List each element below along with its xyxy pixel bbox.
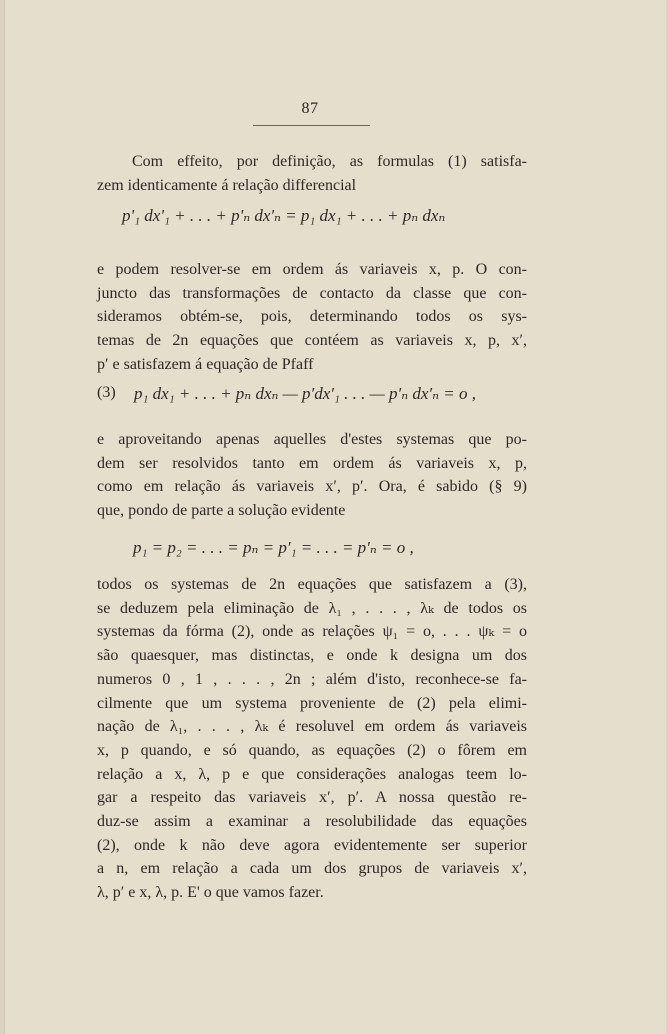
text-line: sideramos obtém-se, pois, determinando todos os sys- [97, 308, 527, 326]
paragraph-3 [97, 428, 527, 523]
text-line: numeros 0 , 1 , . . . , 2n ; além d'isto, reconhece-se fa- [97, 670, 527, 688]
text-line: x, p quando, e só quando, as equações (2) o fôrem em [97, 741, 527, 759]
text-line: nação de λ₁, . . . , λₖ é resoluvel em ordem ás variaveis [97, 718, 527, 736]
text-line: como em relação ás variaveis x′, p′. Ora, é sabido (§ 9) [97, 478, 527, 496]
text-line: λ, p′ e x, λ, p. E' o que vamos fazer. [97, 884, 324, 902]
text-line: Com effeito, por definição, as formulas (1) satisfa- [132, 153, 527, 170]
text-line: (2), onde k não deve agora evidentemente ser superior [97, 836, 527, 854]
text-line: temas de 2n equações que contéem as variaveis x, p, x′, [97, 332, 527, 350]
equation-pfaff: p₁ dx₁ + . . . + pₙ dxₙ — p′dx′₁ . . . — p′ₙ dx′ₙ = o , [134, 384, 476, 403]
text-line: gar a respeito das variaveis x′, p′. A nossa questão re- [97, 789, 527, 807]
text-line: são quaesquer, mas distinctas, e onde k designa um dos [97, 647, 527, 665]
text-line: juncto das transformações de contacto da classe que con- [97, 284, 527, 302]
text-line: zem identicamente á relação differencial [97, 176, 357, 194]
paragraph-4 [97, 573, 527, 905]
text-line: e aproveitando apenas aquelles d'estes systemas que po- [97, 431, 527, 448]
page-number: 87 [301, 100, 319, 117]
text-line: todos os systemas de 2n equações que satisfazem a (3), [97, 576, 527, 593]
text-line: e podem resolver-se em ordem ás variaveis x, p. O con- [97, 261, 527, 278]
text-line: systemas da fórma (2), onde as relações ψ₁ = o, . . . ψₖ = o [97, 623, 527, 641]
text-line: que, pondo de parte a solução evidente [97, 502, 346, 520]
text-line: duz-se assim a examinar a resolubilidade das equações [97, 813, 527, 831]
text-line: cilmente que um systema proveniente de (2) pela elimi- [97, 694, 527, 712]
text-line: dem ser resolvidos tanto em ordem ás variaveis x, p, [97, 454, 527, 472]
equation-trivial-solution: p₁ = p₂ = . . . = pₙ = p′₁ = . . . = p′ₙ = o , [133, 538, 414, 557]
equation-pfaff-relation: p'₁ dx'₁ + . . . + p'ₙ dx'ₙ = p₁ dx₁ + . . . + pₙ dxₙ [122, 206, 446, 225]
text-line: a n, em relação a cada um dos grupos de variaveis x′, [97, 860, 527, 878]
text-line: relação a x, λ, p e que considerações analogas teem lo- [97, 765, 527, 783]
text-line: p′ e satisfazem á equação de Pfaff [97, 355, 314, 373]
paragraph-2 [97, 258, 527, 377]
header-rule [253, 125, 370, 126]
text-line: se deduzem pela eliminação de λ₁ , . . . , λₖ de todos os [97, 599, 527, 617]
paragraph-1 [97, 150, 527, 197]
equation-label: (3) [97, 384, 116, 401]
